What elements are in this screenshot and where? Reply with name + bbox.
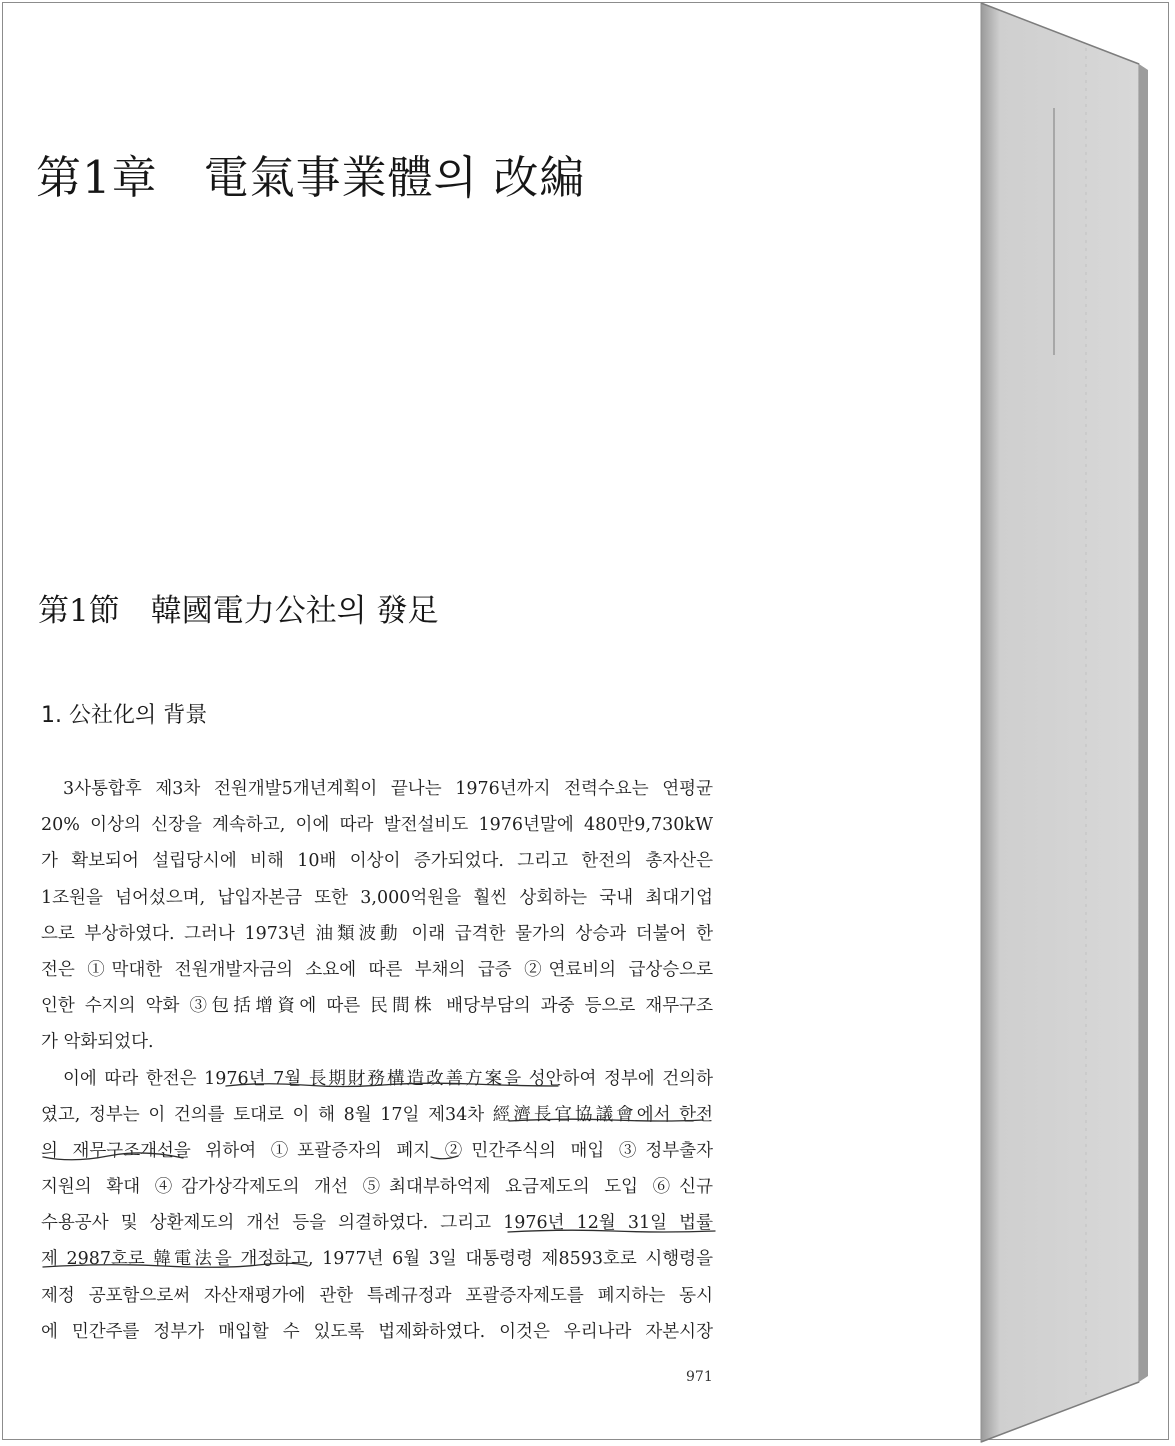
text-line: 제정 공포함으로써 자산재평가에 관한 특례규정과 포괄증자제도를 폐지하는 동시	[41, 1285, 713, 1306]
text-line: 3사통합후 제3차 전원개발5개년계획이 끝나는 1976년까지 전력수요는 연평균	[63, 779, 713, 799]
book-edge	[978, 0, 1175, 1446]
text-line: 제 2987호로 韓電法을 개정하고, 1977년 6월 3일 대통령령 제8593호로 시행령을	[41, 1249, 713, 1270]
text-line: 전은 ①막대한 전원개발자금의 소요에 따른 부채의 급증 ②연료비의 급상승으로	[41, 959, 713, 980]
text-line: 의 재무구조개선을 위하여 ①포괄증자의 폐지 ②민간주식의 매입 ③정부출자	[41, 1140, 713, 1161]
page-number: 971	[686, 1369, 713, 1385]
text-line: 1조원을 넘어섰으며, 납입자본금 또한 3,000억원을 훨씬 상회하는 국내 최대기업	[41, 887, 713, 908]
book-page	[3, 3, 981, 1439]
text-line: 지원의 확대 ④감가상각제도의 개선 ⑤최대부하억제 요금제도의 도입 ⑥신규	[41, 1177, 713, 1198]
text-line: 가 악화되었다.	[41, 1032, 154, 1053]
text-line: 수용공사 및 상환제도의 개선 등을 의결하였다. 그리고 1976년 12월 31일 법률	[41, 1213, 713, 1234]
text-line: 에 민간주를 정부가 매입할 수 있도록 법제화하였다. 이것은 우리나라 자본시장	[41, 1321, 713, 1342]
text-line: 가 확보되어 설립당시에 비해 10배 이상이 증가되었다. 그리고 한전의 총자산은	[41, 851, 713, 872]
chapter-title: 第1章 電氣事業體의 改編	[36, 151, 586, 204]
text-line: 인한 수지의 악화 ③包括增資에 따른 民間株 배당부담의 과중 등으로 재무구조	[41, 996, 713, 1017]
text-line: 였고, 정부는 이 건의를 토대로 이 해 8월 17일 제34차 經濟長官協議會에서 한전	[41, 1104, 713, 1125]
text-line: 으로 부상하였다. 그러나 1973년 油類波動 이래 급격한 물가의 상승과 더불어 한	[41, 923, 713, 944]
section-title: 第1節 韓國電力公社의 發足	[38, 593, 439, 629]
book-thickness-illustration	[978, 0, 1175, 1446]
text-line: 이에 따라 한전은 1976년 7월 長期財務構造改善方案을 성안하여 정부에 건의하	[63, 1068, 713, 1089]
subsection-title: 1. 公社化의 背景	[41, 703, 208, 728]
body-text	[41, 771, 713, 1350]
text-line: 20% 이상의 신장을 계속하고, 이에 따라 발전설비도 1976년말에 480만9,730kW	[41, 815, 713, 836]
